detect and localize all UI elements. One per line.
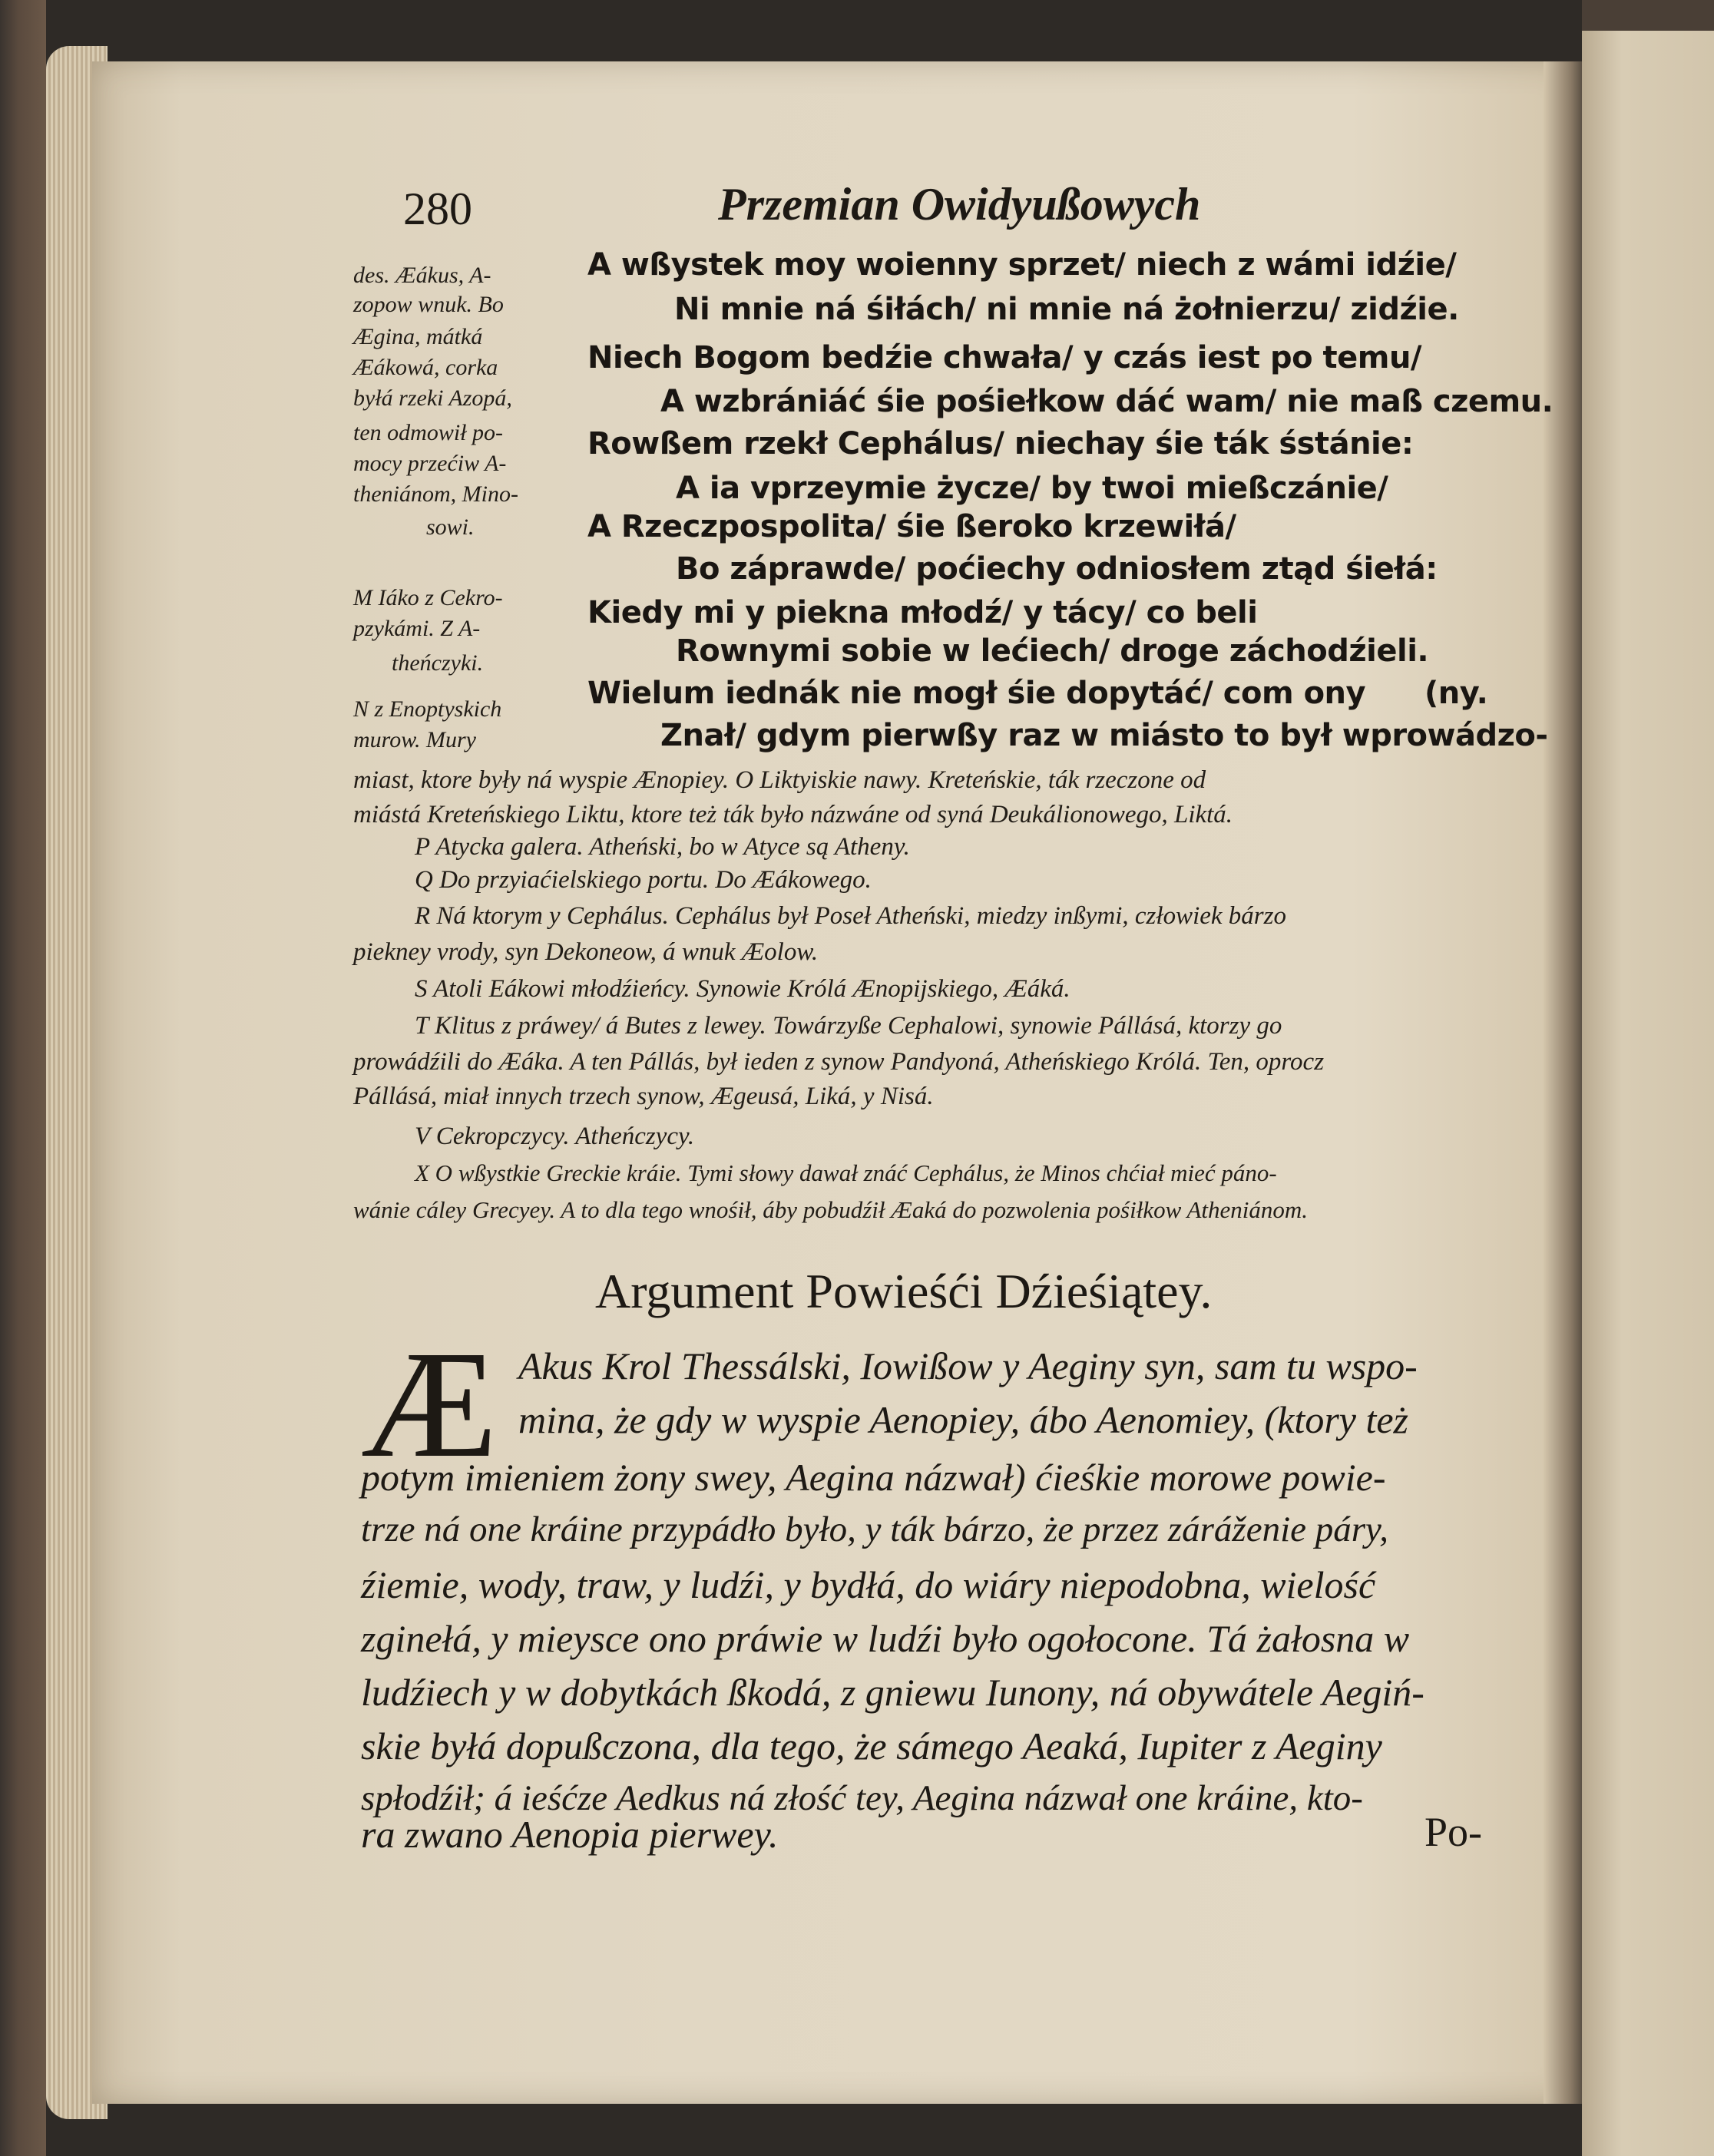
argument-line: spłodźił; á ieśćze Aedkus ná złość tey, Aegina názwał one kráine, kto-: [361, 1778, 1363, 1818]
commentary-line: V Cekropczycy. Atheńczycy.: [415, 1123, 695, 1150]
commentary-line: R Ná ktorym y Cephálus. Cephálus był Poseł Atheński, miedzy inßymi, człowiek bárzo: [415, 902, 1286, 930]
verse-turnover: (ny.: [1424, 676, 1488, 711]
verse-line: A ia vprzeymie życze/ by twoi mießczánie/: [676, 471, 1388, 506]
commentary-line: X O wßystkie Greckie kráie. Tymi słowy dawał znáć Cephálus, że Minos chćiał mieć páno-: [415, 1159, 1277, 1186]
argument-line: Akus Krol Thessálski, Iowißow y Aeginy syn, sam tu wspo-: [518, 1344, 1418, 1387]
verse-line: Niech Bogom bedźie chwała/ y czás iest po temu/: [587, 340, 1422, 375]
verse-line: Wielum iednák nie mogł śie dopytáć/ com ony: [587, 676, 1366, 711]
margin-note: byłá rzeki Azopá,: [353, 385, 512, 411]
commentary-line: wánie cáley Grecyey. A to dla tego wnośił, áby pobudźił Æaká do pozwolenia pośiłkow Atheniánom.: [353, 1196, 1309, 1223]
margin-note: pzykámi. Z A-: [353, 616, 481, 641]
margin-note: mocy przećiw A-: [353, 451, 507, 476]
argument-line: źiemie, wody, traw, y ludźi, y bydłá, do wiáry niepodobna, wielość: [361, 1563, 1376, 1606]
verse-line: A wzbrániáć śie pośiełkow dáć wam/ nie maß czemu.: [660, 384, 1554, 419]
verse-line: A Rzeczpospolita/ śie ßeroko krzewiłá/: [587, 509, 1236, 544]
commentary-line: Pállásá, miał innych trzech synow, Ægeusá, Liká, y Nisá.: [353, 1083, 934, 1110]
verse-line: Rowßem rzekł Cephálus/ niechay śie ták śstánie:: [587, 426, 1414, 461]
argument-line: potym imieniem żony swey, Aegina názwał) ćieśkie morowe powie-: [361, 1456, 1386, 1499]
commentary-line: P Atycka galera. Atheński, bo w Atyce są Atheny.: [415, 833, 910, 861]
argument-line: ludźiech y w dobytkách ßkodá, z gniewu Iunony, ná obywátele Aegiń-: [361, 1671, 1424, 1714]
commentary-line: Q Do przyiaćielskiego portu. Do Æákowego.: [415, 866, 872, 894]
verse-line: Rownymi sobie w lećiech/ droge záchodźieli.: [676, 633, 1429, 669]
margin-note: murow. Mury: [353, 727, 476, 752]
running-title: Przemian Owidyußowych: [718, 179, 1201, 230]
verse-line: Bo záprawde/ poćiechy odniosłem ztąd śiełá:: [676, 551, 1438, 587]
margin-note: theńczyki.: [392, 650, 484, 676]
margin-note: theniánom, Mino-: [353, 481, 518, 507]
drop-cap-initial: Æ: [361, 1320, 498, 1490]
commentary-line: miast, ktore były ná wyspie Ænopiey. O Liktyiskie nawy. Kreteńskie, ták rzeczone od: [353, 766, 1206, 794]
page-number: 280: [403, 184, 472, 234]
verse-line: Ni mnie ná śiłách/ ni mnie ná żołnierzu/ zidźie.: [674, 292, 1459, 327]
argument-heading: Argument Powieśći Dźieśiątey.: [595, 1264, 1213, 1318]
argument-line: mina, że gdy w wyspie Aenopiey, ábo Aenomiey, (ktory też: [518, 1398, 1409, 1441]
commentary-line: piekney vrody, syn Dekoneow, á wnuk Æolow.: [353, 938, 819, 966]
margin-note: M Iáko z Cekro-: [353, 585, 503, 610]
margin-note: ten odmowił po-: [353, 420, 503, 445]
facing-page-edge: [1582, 31, 1714, 2156]
margin-note: zopow wnuk. Bo: [353, 292, 504, 317]
margin-note: N z Enoptyskich: [353, 696, 502, 722]
verse-line: Znał/ gdym pierwßy raz w miásto to był wprowádzo-: [660, 718, 1548, 753]
argument-line: zginełá, y mieysce ono práwie w ludźi było ogołocone. Tá żałosna w: [361, 1617, 1410, 1660]
book-cover-edge: [0, 0, 46, 2156]
margin-note: sowi.: [426, 514, 475, 540]
verse-line: Kiedy mi y piekna młodź/ y tácy/ co beli: [587, 595, 1258, 630]
argument-line: skie byłá dopußczona, dla tego, że sámego Aeaká, Iupiter z Aeginy: [361, 1724, 1382, 1767]
commentary-line: prowádźili do Æáka. A ten Pállás, był ieden z synow Pandyoná, Atheńskiego Królá. Ten, oprocz: [353, 1048, 1325, 1076]
commentary-line: miástá Kreteńskiego Liktu, ktore też ták było názwáne od syná Deukálionowego, Liktá.: [353, 801, 1233, 828]
catchword: Po-: [1424, 1809, 1483, 1855]
commentary-line: S Atoli Eákowi młodźieńcy. Synowie Królá Ænopijskiego, Æáká.: [415, 975, 1070, 1003]
verse-line: A wßystek moy woienny sprzet/ niech z wámi idźie/: [587, 247, 1457, 283]
margin-note: Æákowá, corka: [353, 355, 498, 380]
margin-note: des. Æákus, A-: [353, 263, 491, 288]
argument-line: trze ná one kráine przypádło było, y ták bárzo, że przez záráženie páry,: [361, 1510, 1389, 1549]
margin-note: Ægina, mátká: [353, 324, 483, 349]
commentary-line: T Klitus z práwey/ á Butes z lewey. Towárzyße Cephalowi, synowie Pállásá, ktorzy go: [415, 1012, 1282, 1040]
argument-line: ra zwano Aenopia pierwey.: [361, 1813, 779, 1856]
